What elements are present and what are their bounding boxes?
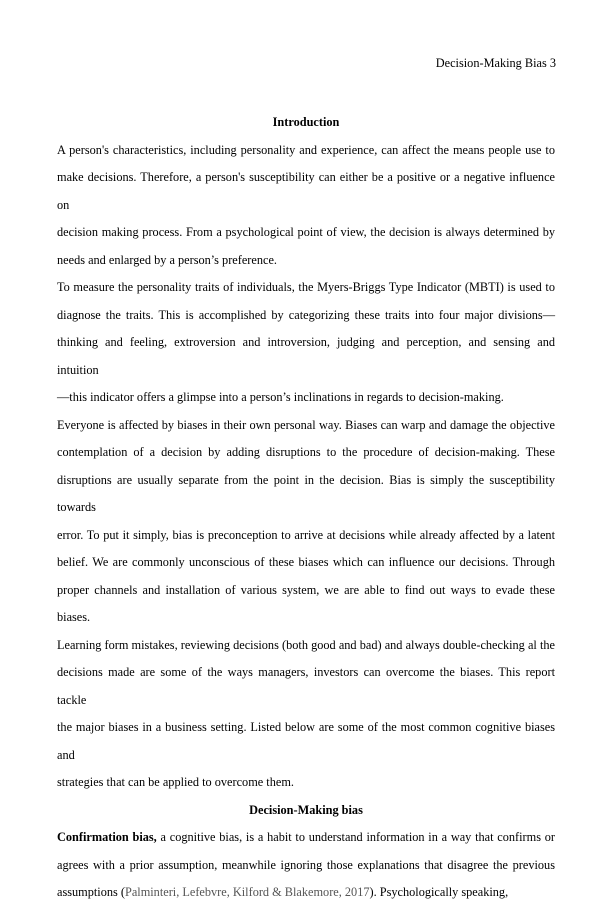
text-line: —this indicator offers a glimpse into a person’s inclinations in regards to decision-making. (57, 390, 504, 404)
document-body (57, 109, 555, 907)
introduction-heading: Introduction (272, 115, 340, 129)
text-line: decision making process. From a psychological point of view, the decision is always determined by (57, 225, 555, 239)
text-line: belief. We are commonly unconscious of these biases which can influence our decisions. Through (57, 555, 555, 569)
intro-paragraph-1 (57, 137, 555, 275)
text-line: A person's characteristics, including personality and experience, can affect the means people use to (57, 142, 555, 157)
text-line: proper channels and installation of various system, we are able to find out ways to evade these biases. (57, 582, 555, 624)
text-line (57, 824, 555, 852)
text-run: a cognitive bias, is a habit to understand information in a way that confirms or (156, 830, 555, 844)
citation: Palminteri, Lefebvre, Kilford & Blakemore, 2017 (124, 885, 370, 899)
text-line: To measure the personality traits of individuals, the Myers-Briggs Type Indicator (MBTI) is used to (57, 280, 555, 294)
confirmation-bias-term: Confirmation bias, (57, 830, 157, 844)
text-line: decisions made are some of the ways managers, investors can overcome the biases. This report tackle (57, 665, 555, 707)
text-line (57, 879, 555, 907)
text-line: agrees with a prior assumption, meanwhile ignoring those explanations that disagree the previous (57, 857, 555, 872)
text-run: ). Psychologically speaking, (369, 885, 509, 899)
text-line: Everyone is affected by biases in their own personal way. Biases can warp and damage the objective (57, 417, 555, 432)
text-run: assumptions ( (57, 885, 125, 899)
text-line: thinking and feeling, extroversion and introversion, judging and perception, and sensing and intuition (57, 335, 555, 377)
text-line: needs and enlarged by a person’s preference. (57, 252, 277, 267)
running-head: Decision-Making Bias 3 (435, 56, 556, 70)
text-line: disruptions are usually separate from the point in the decision. Bias is simply the susceptibility towards (57, 472, 555, 514)
text-line: diagnose the traits. This is accomplished by categorizing these traits into four major divisions— (57, 307, 555, 322)
text-line: error. To put it simply, bias is preconception to arrive at decisions while already affected by a latent (57, 527, 555, 542)
decision-making-bias-heading: Decision-Making bias (249, 802, 363, 817)
text-line: Learning form mistakes, reviewing decisions (both good and bad) and always double-checking al the (57, 637, 555, 652)
intro-paragraph-3 (57, 412, 555, 797)
text-line: make decisions. Therefore, a person's susceptibility can either be a positive or a negative influence on (57, 170, 555, 212)
text-line: contemplation of a decision by adding disruptions to the procedure of decision-making. These (57, 445, 555, 459)
text-line: strategies that can be applied to overcome them. (57, 775, 294, 789)
confirmation-bias-paragraph (57, 824, 555, 907)
intro-paragraph-2 (57, 274, 555, 412)
text-line: the major biases in a business setting. Listed below are some of the most common cognitive biases and (57, 720, 555, 762)
